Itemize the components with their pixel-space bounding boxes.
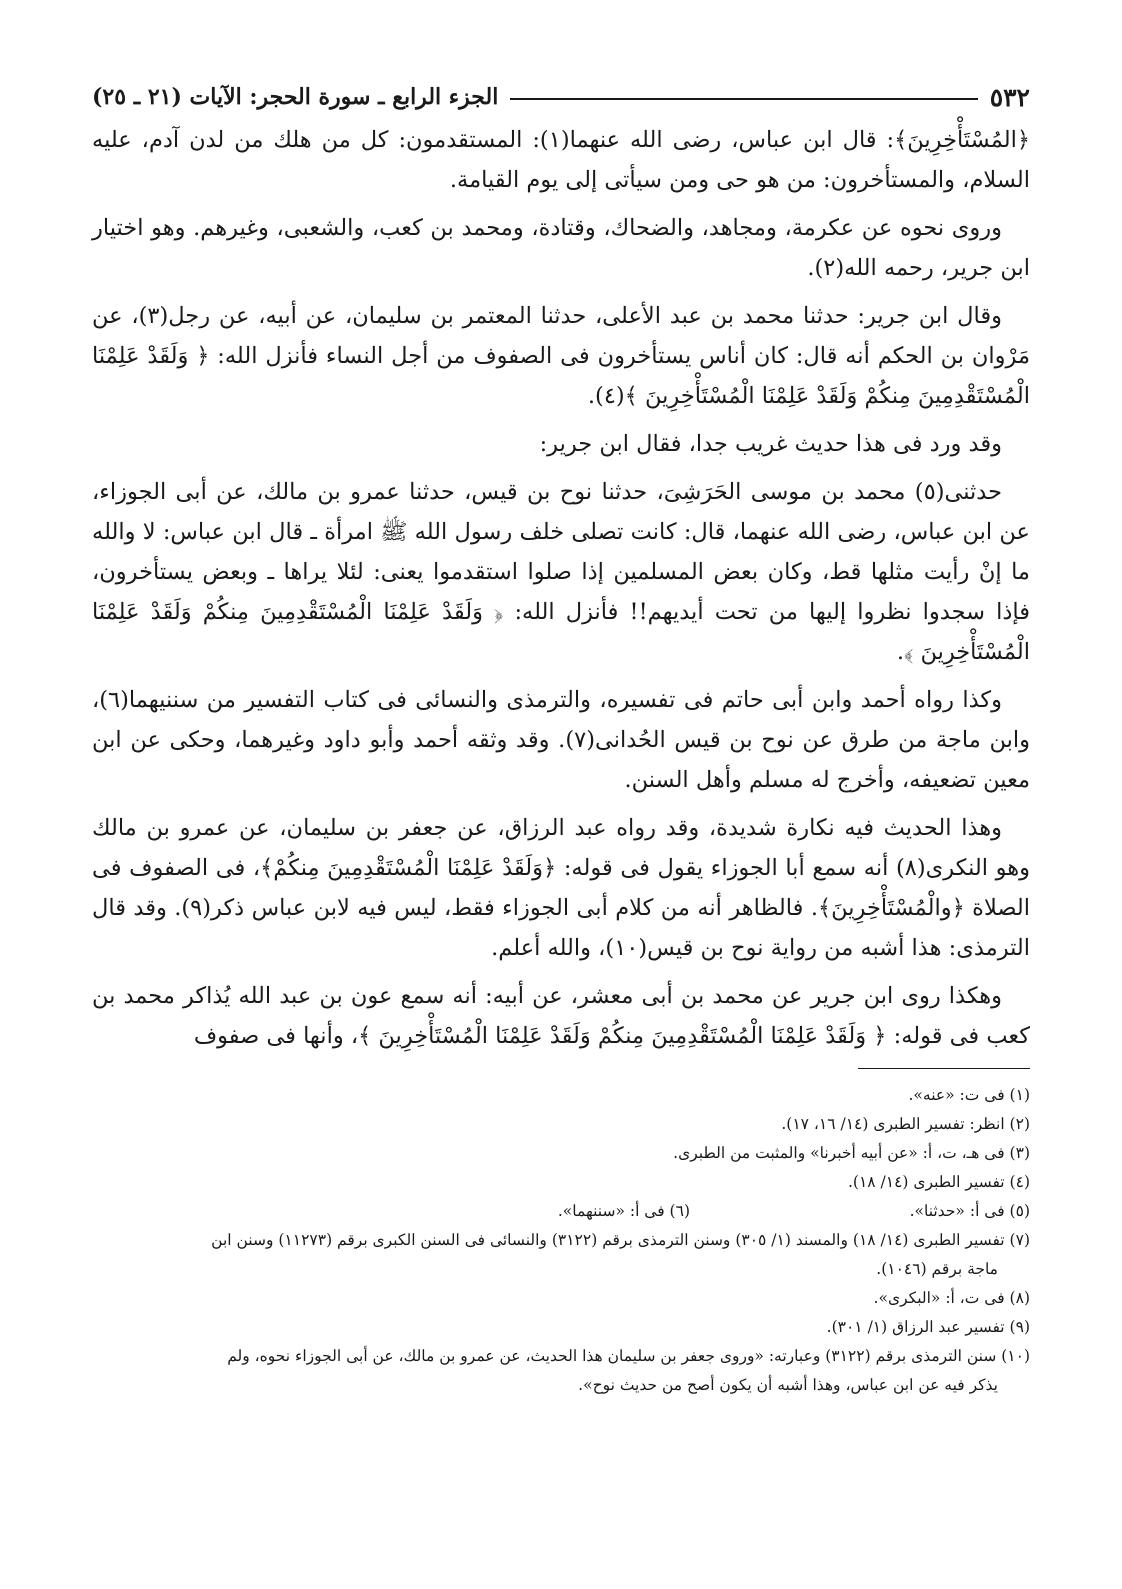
footnote-continuation: يذكر فيه عن ابن عباس، وهذا أشبه أن يكون أصح من حديث نوح». xyxy=(578,1376,998,1394)
footnote: (٧) تفسير الطبرى (١٤/ ١٨) والمسند (١/ ٣٠٥) وسنن الترمذى برقم (٣١٢٢) والنسائى فى السنن الكبرى برقم (١١٢٧٣) وسنن ابن xyxy=(211,1231,1030,1249)
paragraph: حدثنى(٥) محمد بن موسى الحَرَشِىَ، حدثنا نوح بن قيس، حدثنا عمرو بن مالك، عن أبى الجوزاء، عن ابن عباس، رضى الله عنهما، قال: كانت تصلى خلف رسول الله ﷺ امرأة ـ قال ابن عباس: لا والله ما إنْ رأيت مثلها قط، وكان بعض المسلمين إذا صلوا استقدموا يعنى: لئلا يراها ـ وبعض يستأخرون، فإذا سجدوا نظروا إليها من تحت أيديهم!! فأنزل الله: ﴿ وَلَقَدْ عَلِمْنَا الْمُسْتَقْدِمِينَ مِنكُمْ وَلَقَدْ عَلِمْنَا الْمُسْتَأْخِرِينَ ﴾. xyxy=(92,479,1030,665)
paragraph: وكذا رواه أحمد وابن أبى حاتم فى تفسيره، والترمذى والنسائى فى كتاب التفسير من سننيهما(٦)، وابن ماجة من طرق عن نوح بن قيس الحُدانى(٧). وقد وثقه أحمد وأبو داود وغيرهما، وحكى عن ابن معين تضعيفه، وأخرج له مسلم وأهل السنن. xyxy=(92,687,1030,793)
footnote: (٦) فى أ: «سننهما». xyxy=(557,1202,690,1220)
paragraph: وهذا الحديث فيه نكارة شديدة، وقد رواه عبد الرزاق، عن جعفر بن سليمان، عن عمرو بن مالك وهو النكرى(٨) أنه سمع أبا الجوزاء يقول فى قوله: ﴿وَلَقَدْ عَلِمْنَا الْمُسْتَقْدِمِينَ مِنكُمْ﴾، فى الصفوف فى الصلاة ﴿والْمُسْتَأْخِرِينَ﴾. فالظاهر أنه من كلام أبى الجوزاء فقط، ليس فيه لابن عباس ذكر(٩). وقد قال الترمذى: هذا أشبه من رواية نوح بن قيس(١٠)، والله أعلم. xyxy=(92,815,1031,961)
footnote-separator xyxy=(858,1068,1030,1069)
page-header xyxy=(92,80,1030,114)
footnote: (٨) فى ت، أ: «البكرى». xyxy=(873,1289,1030,1307)
footnote: (١٠) سنن الترمذى برقم (٣١٢٢) وعبارته: «وروى جعفر بن سليمان هذا الحديث، عن عمرو بن مالك، عن أبى الجوزاء نحوه، ولم xyxy=(227,1347,1030,1365)
footnotes xyxy=(92,1081,1030,1400)
main-text xyxy=(92,120,1030,1056)
footnote-continuation: ماجة برقم (١٠٤٦). xyxy=(876,1260,998,1278)
paragraph: وروى نحوه عن عكرمة، ومجاهد، والضحاك، وقتادة، ومحمد بن كعب، والشعبى، وغيرهم. وهو اختيار ابن جرير، رحمه الله(٢). xyxy=(92,215,1030,281)
page-number: ٥٣٢ xyxy=(989,82,1030,112)
footnote-row xyxy=(92,1197,1030,1226)
paragraph: وهكذا روى ابن جرير عن محمد بن أبى معشر، عن أبيه: أنه سمع عون بن عبد الله يُذاكر محمد بن كعب فى قوله: ﴿ وَلَقَدْ عَلِمْنَا الْمُسْتَقْدِمِينَ مِنكُمْ وَلَقَدْ عَلِمْنَا الْمُسْتَأْخِرِينَ ﴾، وأنها فى صفوف xyxy=(92,983,1030,1049)
paragraph: ﴿المُسْتَأْخِرِينَ﴾: قال ابن عباس، رضى الله عنهما(١): المستقدمون: كل من هلك من لدن آدم، عليه السلام، والمستأخرون: من هو حى ومن سيأتى إلى يوم القيامة. xyxy=(92,127,1031,193)
footnote: (٩) تفسير عبد الرزاق (١/ ٣٠١). xyxy=(826,1318,1030,1336)
paragraph: وقال ابن جرير: حدثنا محمد بن عبد الأعلى، حدثنا المعتمر بن سليمان، عن أبيه، عن رجل(٣)، عن مَرْوان بن الحكم أنه قال: كان أناس يستأخرون فى الصفوف من أجل النساء فأنزل الله: ﴿ وَلَقَدْ عَلِمْنَا الْمُسْتَقْدِمِينَ مِنكُمْ وَلَقَدْ عَلِمْنَا الْمُسْتَأْخِرِينَ ﴾(٤). xyxy=(92,303,1030,409)
footnote: (١) فى ت: «عنه». xyxy=(908,1086,1030,1104)
footnote: (٥) فى أ: «حدثنا». xyxy=(909,1202,1030,1220)
paragraph: وقد ورد فى هذا حديث غريب جدا، فقال ابن جرير: xyxy=(539,431,1002,457)
footnote: (٣) فى هـ، ت، أ: «عن أبيه أخبرنا» والمثبت من الطبرى. xyxy=(673,1144,1030,1162)
footnote: (٤) تفسير الطبرى (١٤/ ١٨). xyxy=(847,1173,1030,1191)
header-rule xyxy=(510,98,977,100)
footnote: (٢) انظر: تفسير الطبرى (١٤/ ١٦، ١٧). xyxy=(781,1115,1030,1133)
running-title: الجزء الرابع ـ سورة الحجر: الآيات (٢١ ـ ٢٥) xyxy=(92,84,499,110)
